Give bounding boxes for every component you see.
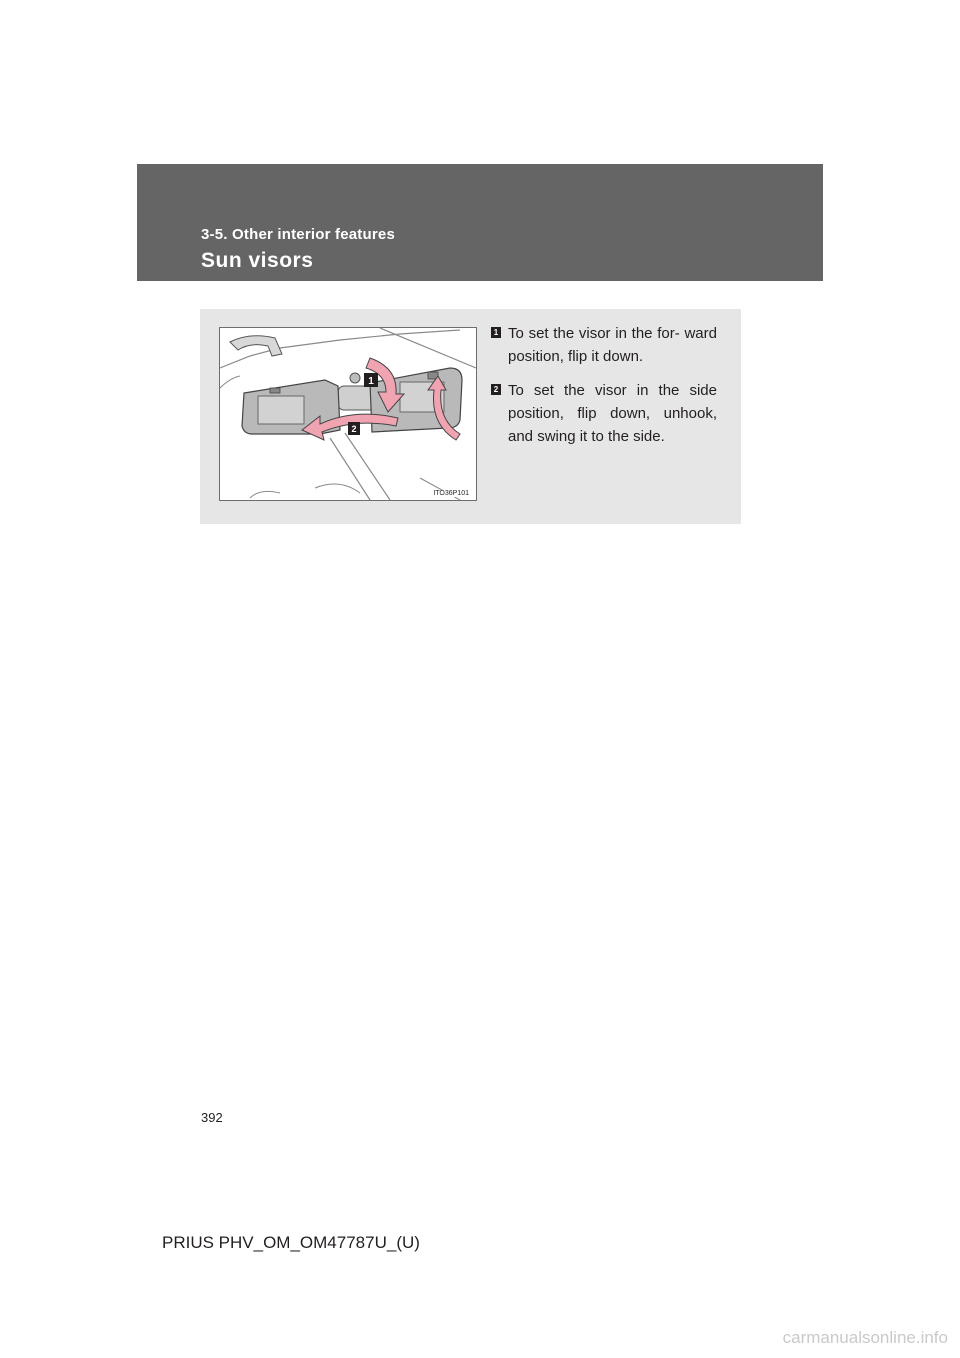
svg-text:1: 1 — [368, 376, 374, 387]
page-number: 392 — [201, 1110, 223, 1125]
step-list — [491, 322, 717, 459]
figure-code: ITO36P101 — [433, 490, 469, 497]
step-text: To set the visor in the for- ward position, flip it down. — [508, 325, 717, 365]
step-item — [491, 379, 717, 448]
callout-2 — [348, 422, 360, 435]
step-number-badge: 1 — [491, 327, 501, 338]
sun-visor-illustration — [219, 327, 477, 501]
sun-visor-drawing — [220, 328, 476, 500]
callout-1 — [364, 373, 378, 387]
section-label: 3-5. Other interior features — [201, 226, 395, 243]
svg-text:2: 2 — [351, 424, 357, 434]
step-item — [491, 322, 717, 368]
step-text: To set the visor in the side position, flip down, unhook, and swing it to the side. — [508, 382, 717, 445]
step-number-badge: 2 — [491, 384, 501, 395]
document-id: PRIUS PHV_OM_OM47787U_(U) — [162, 1233, 420, 1252]
watermark: carmanualsonline.info — [782, 1328, 948, 1347]
page-title: Sun visors — [201, 249, 314, 272]
